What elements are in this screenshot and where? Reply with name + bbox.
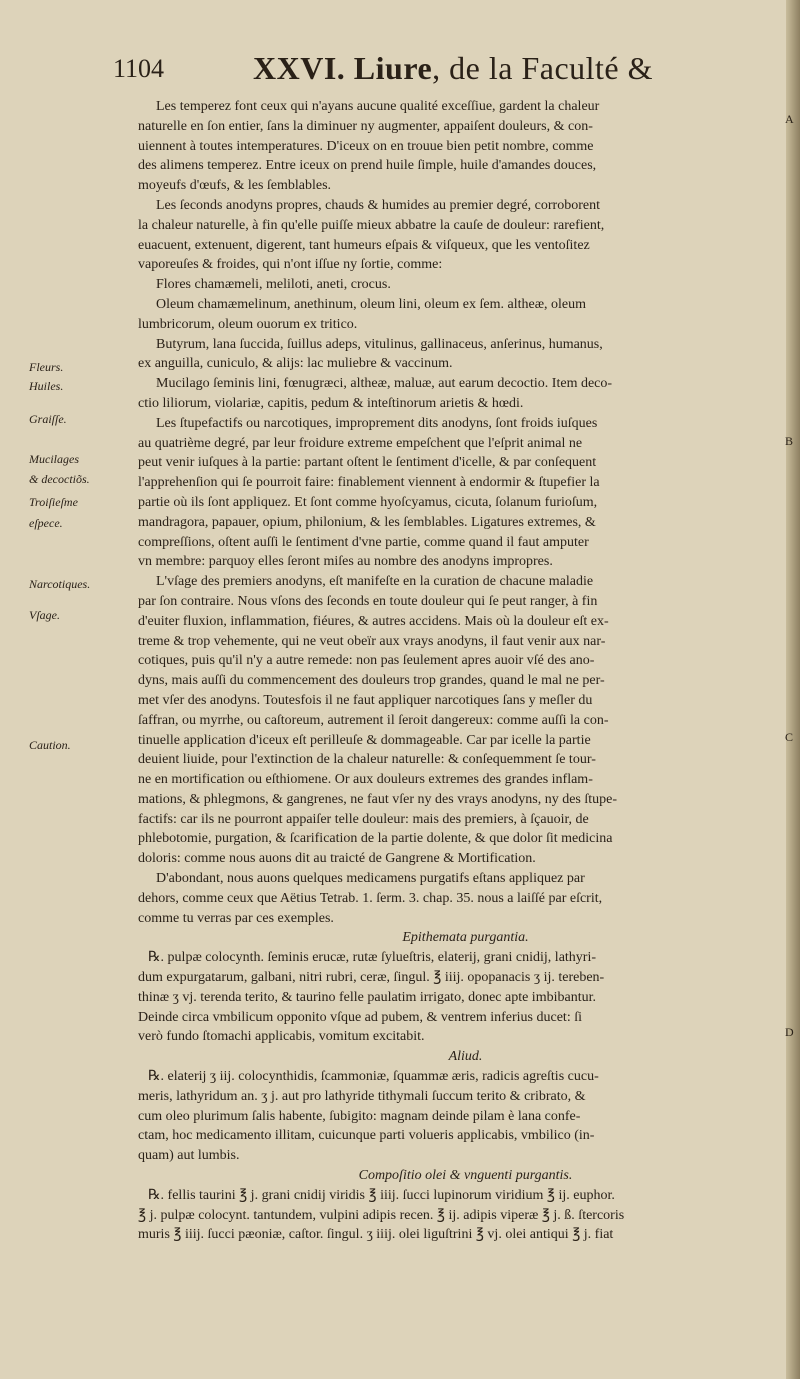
text-line: mandragora, papauer, opium, philonium, & les ſemblables. Ligatures extremes, &	[138, 514, 596, 530]
text-line: compreſſions, oſtent auſſi le ſentiment d'vne partie, comme quand il faut amputer	[138, 534, 589, 550]
text-line: verò fundo ſtomachi applicabis, vomitum excitabit.	[138, 1029, 425, 1045]
text-line: par ſon contraire. Nous vſons des ſeconds en toute douleur qui ſe peut ranger, à fin	[138, 593, 598, 609]
text-line: ctio liliorum, violariæ, capitis, pedum & inteſtinorum arietis & hœdi.	[138, 395, 524, 411]
text-line: au quatrième degré, par leur froidure extreme empeſchent que l'eſprit animal ne	[138, 435, 583, 451]
text-line: Oleum chamæmelinum, anethinum, oleum lini, oleum ex ſem. altheæ, oleum	[156, 296, 587, 312]
margin-note: Vſage.	[29, 608, 60, 622]
text-line: ℞. pulpæ colocynth. ſeminis erucæ, rutæ ſylueſtris, elaterij, grani cnidij, lathyri-	[148, 950, 597, 966]
text-line: treme & trop vehemente, qui ne veut obeïr aux vrays anodyns, il faut venir aux nar-	[138, 633, 606, 649]
text-line: ctam, hoc medicamento illitam, cuicunque parti volueris applicabis, vmbilico (in-	[138, 1128, 595, 1144]
text-line: Butyrum, lana ſuccida, ſuillus adeps, vitulinus, gallinaceus, anſerinus, humanus,	[156, 336, 603, 352]
main-text-block	[138, 97, 793, 1245]
text-line: ℥ j. pulpæ colocynt. tantundem, vulpini adipis recen. ℥ ij. adipis viperæ ℥ j. ß. ſtercoris	[138, 1207, 625, 1223]
text-line: des alimens temperez. Entre iceux on prend huile ſimple, huile d'amandes douces,	[138, 158, 597, 174]
text-line: doloris: comme nous auons dit au traicté de Gangrene & Mortification.	[138, 851, 536, 867]
text-line: factifs: car ils ne pourront appaiſer telle douleur: mais des premiers, à ſçauoir, de	[138, 811, 589, 827]
running-title-main: XXVI. Liure	[253, 50, 433, 86]
text-line: thinæ ʒ vj. terenda terito, & taurino felle paulatim irrigato, donec apte imbibantur.	[138, 989, 596, 1005]
margin-note: Narcotiques.	[29, 577, 91, 591]
text-line: Aliud.	[448, 1049, 483, 1065]
text-line: phlebotomie, purgation, & ſcarification de la partie dolente, & que dolor ſit medicina	[138, 831, 613, 847]
text-line: Compoſitio olei & vnguenti purgantis.	[358, 1168, 573, 1184]
text-line: ſaffran, ou myrrhe, ou caſtoreum, autrement il ſeroit dangereux: comme auſſi la con-	[138, 712, 609, 728]
page-number: 1104	[113, 54, 165, 83]
text-line: deuient liuide, pour l'extinction de la chaleur naturelle: & conſequemment ſe tour-	[138, 752, 596, 768]
text-line: la chaleur naturelle, à fin qu'elle puiſſe mieux abbatre la cauſe de douleur: rarefient,	[138, 217, 605, 233]
section-letter: B	[785, 434, 794, 448]
text-line: ℞. fellis taurini ℥ j. grani cnidij viridis ℥ iiij. ſucci lupinorum viridium ℥ ij. euphor.	[148, 1187, 615, 1203]
text-line: cum oleo plurimum ſalis habente, ſubigito: magnam deinde pilam è lana confe-	[138, 1108, 581, 1124]
text-line: dyns, mais auſſi du commencement des douleurs trop grandes, quand le mal ne per-	[138, 673, 605, 689]
margin-note: Huiles.	[29, 379, 64, 393]
text-line: cotiques, puis qu'il n'y a autre remede: non pas ſeulement apres auoir vſé des ano-	[138, 653, 595, 669]
text-line: met vſer des anodyns. Toutesfois il ne faut appliquer narcotiques ſans y meſler du	[138, 692, 593, 708]
text-line: ℞. elaterij ʒ iij. colocynthidis, ſcammoniæ, ſquammæ æris, radicis agreſtis cucu-	[148, 1069, 599, 1085]
text-line: naturelle en ſon entier, ſans la diminuer ny augmenter, appaiſent douleurs, & con-	[138, 118, 593, 134]
text-line: Mucilago ſeminis lini, fœnugræci, altheæ, maluæ, aut earum decoctio. Item deco-	[156, 376, 613, 392]
running-title	[253, 50, 653, 87]
text-line: D'abondant, nous auons quelques medicamens purgatifs eſtans appliquez par	[156, 871, 585, 887]
text-line: euacuent, extenuent, digerent, tant humeurs eſpais & viſqueux, que les ventoſitez	[138, 237, 590, 253]
text-line: vaporeuſes & froides, qui n'ont iſſue ny ſortie, comme:	[138, 257, 443, 273]
text-line: ex anguilla, cuniculo, & alijs: lac muliebre & vaccinum.	[138, 356, 453, 372]
margin-note: Graiſſe.	[29, 412, 67, 426]
text-line: lumbricorum, oleum ouorum ex tritico.	[138, 316, 358, 332]
text-line: vn membre: parquoy elles ſeront miſes au nombre des anodyns impropres.	[138, 554, 553, 570]
margin-note: Caution.	[29, 738, 71, 752]
text-line: tinuelle application d'iceux eſt perilleuſe & dommageable. Car par icelle la partie	[138, 732, 591, 748]
margin-note: Mucilages	[29, 452, 79, 466]
text-line: peut venir iuſques à la partie: partant oſtent le ſentiment d'icelle, & par conſequent	[138, 455, 597, 471]
text-line: muris ℥ iiij. ſucci pæoniæ, caſtor. ſingul. ʒ iiij. olei liguſtrini ℥ vj. olei antiqui ℥ j. fiat	[138, 1227, 614, 1243]
section-letter: D	[785, 1025, 794, 1039]
text-line: Les ſeconds anodyns propres, chauds & humides au premier degré, corroborent	[156, 197, 600, 213]
running-title-rest: , de la Faculté &	[432, 50, 654, 86]
margin-note: Fleurs.	[29, 360, 64, 374]
margin-note: & decoctiõs.	[29, 472, 90, 486]
running-header	[113, 50, 773, 90]
text-line: Flores chamæmeli, meliloti, aneti, crocus.	[156, 277, 391, 293]
section-letter: C	[785, 730, 794, 744]
text-line: Epithemata purgantia.	[402, 930, 529, 946]
text-line: meris, lathyridum an. ʒ j. aut pro lathyride tithymali ſuccum terito & cribrato, &	[138, 1088, 586, 1104]
section-letter: A	[785, 112, 794, 126]
text-line: ne en mortification ou eſthiomene. Or aux douleurs extremes des grandes inflam-	[138, 772, 593, 788]
text-line: partie où ils ſont appliquez. Et ſont comme hyoſcyamus, cicuta, ſolanum furioſum,	[138, 494, 598, 510]
text-line: Les temperez font ceux qui n'ayans aucune qualité exceſſiue, gardent la chaleur	[156, 99, 600, 114]
text-line: Les ſtupefactifs ou narcotiques, improprement dits anodyns, ſont froids iuſques	[156, 415, 598, 431]
text-line: dum expurgatarum, galbani, nitri rubri, ceræ, ſingul. ℥ iiij. opopanacis ʒ ij. tereben-	[138, 970, 605, 986]
margin-note: Troiſieſme	[29, 495, 78, 509]
text-line: Deinde circa vmbilicum opponito vſque ad pubem, & ventrem inferius ducet: ſi	[138, 1009, 582, 1025]
text-line: comme tu verras par ces exemples.	[138, 910, 334, 926]
text-line: quam) aut lumbis.	[138, 1148, 240, 1164]
text-line: l'apprehenſion qui ſe pourroit faire: finablement viennent à endormir & ſtupefier la	[138, 475, 600, 491]
text-line: moyeufs d'œufs, & les ſemblables.	[138, 178, 332, 194]
text-line: uiennent à toutes intemperatures. D'iceux on en trouue bien petit nombre, comme	[138, 138, 594, 154]
text-line: mations, & phlegmons, & gangrenes, ne faut vſer ny des vrays anodyns, ny des ſtupe-	[138, 791, 618, 807]
margin-note: eſpece.	[29, 516, 63, 530]
text-line: d'euiter fluxion, inflammation, fiéures, & autres accidens. Mais où la douleur eſt ex-	[138, 613, 609, 629]
text-line: L'vſage des premiers anodyns, eſt manifeſte en la curation de chacune maladie	[156, 574, 594, 590]
text-line: dehors, comme ceux que Aëtius Tetrab. 1. ſerm. 3. chap. 35. nous a laiſſé par eſcrit,	[138, 890, 603, 906]
